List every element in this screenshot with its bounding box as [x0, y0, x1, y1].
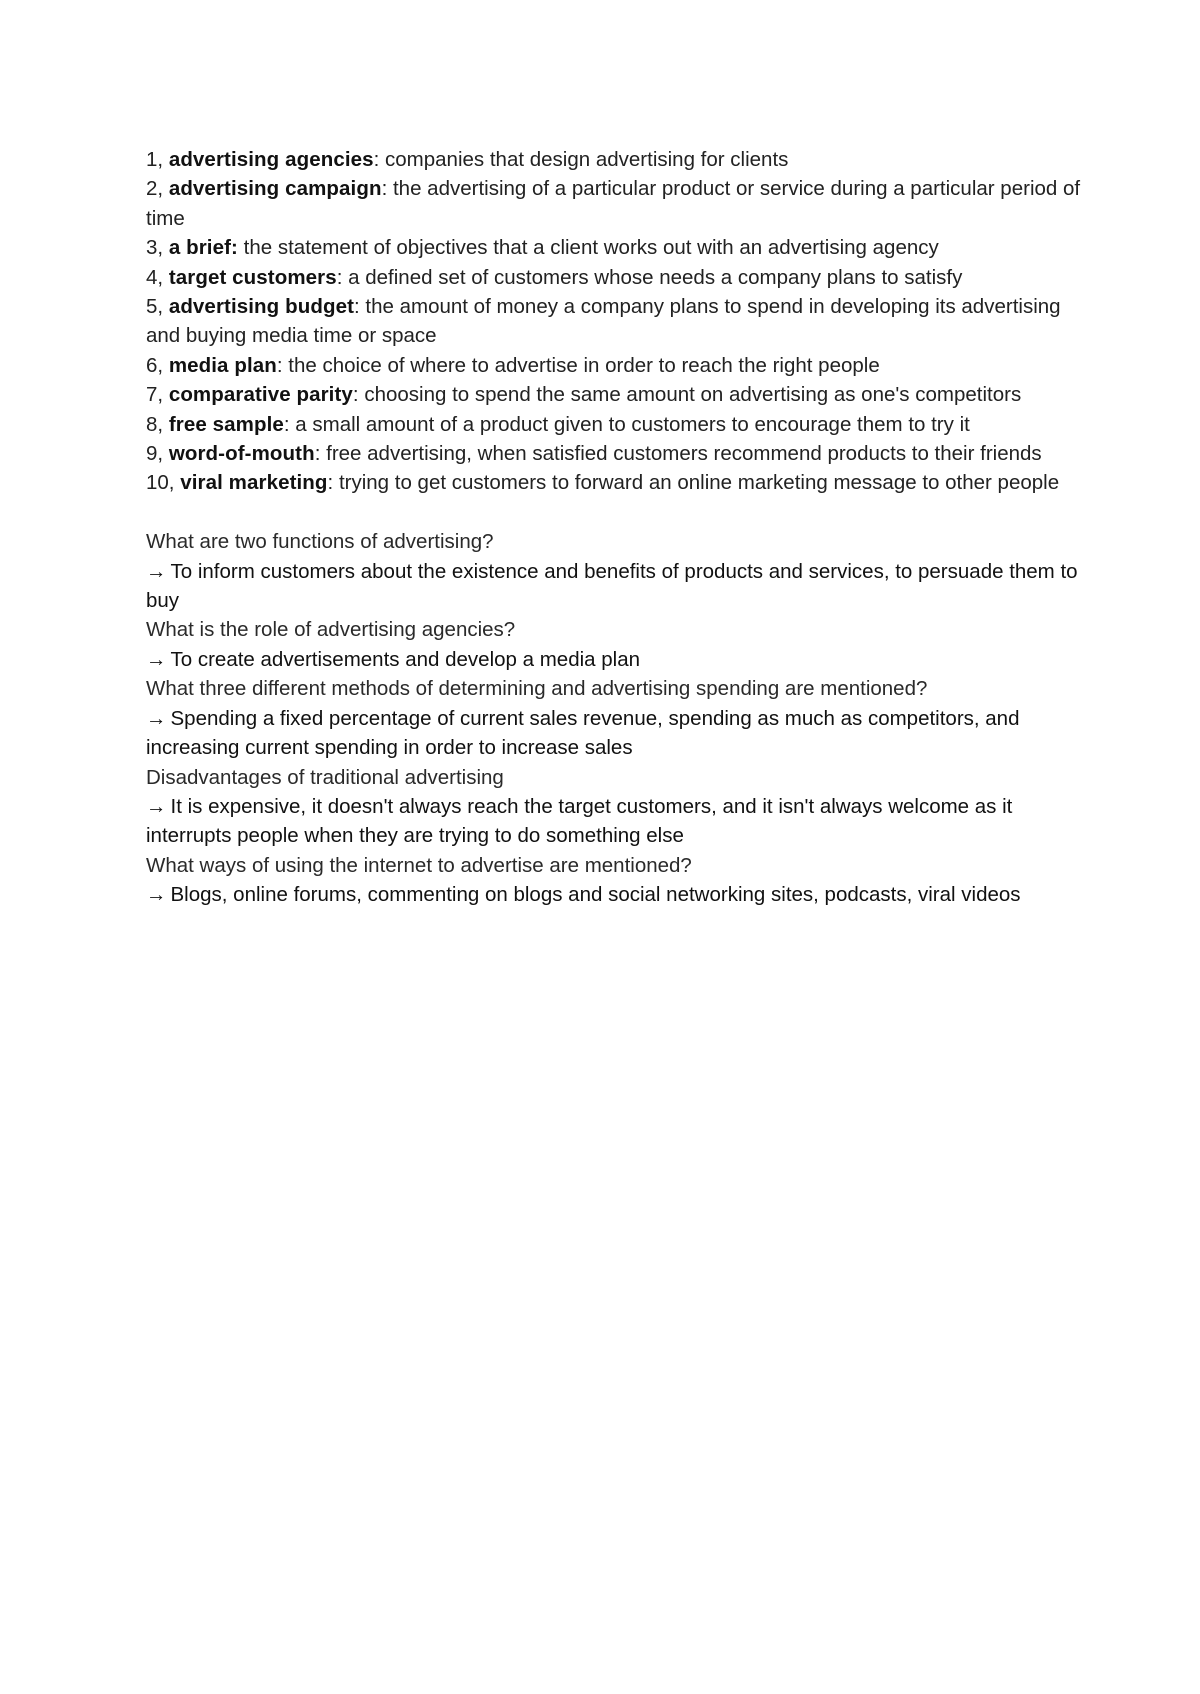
item-number: 2, [146, 177, 164, 201]
definition: the choice of where to advertise in order to reach the right people [282, 353, 880, 377]
separator: : [314, 442, 321, 466]
arrow-icon: → [146, 794, 167, 818]
definition: choosing to spend the same amount on advertising as one's competitors [358, 383, 1022, 407]
term: media plan [168, 353, 277, 377]
arrow-icon: → [146, 883, 167, 907]
vocabulary-item [146, 351, 1086, 380]
question: What three different methods of determining and advertising spending are mentioned? [146, 677, 928, 701]
answer-text: To create advertisements and develop a media plan [170, 647, 641, 671]
arrow-icon: → [146, 559, 167, 583]
item-number: 6, [146, 353, 164, 377]
separator: : [327, 471, 334, 495]
definition: a small amount of a product given to customers to encourage them to try it [289, 412, 970, 436]
definition: the amount of money a company plans to spend in developing its advertising and buying media time or space [146, 295, 1061, 348]
vocabulary-item [146, 233, 1086, 262]
separator: : [336, 265, 343, 289]
item-number: 9, [146, 442, 164, 466]
term: advertising budget [168, 295, 354, 319]
vocabulary-item [146, 145, 1086, 174]
term: free sample [168, 412, 284, 436]
separator: : [283, 412, 290, 436]
item-number: 8, [146, 412, 164, 436]
item-number: 4, [146, 265, 164, 289]
term: advertising campaign [168, 177, 382, 201]
blank-line [146, 498, 1086, 527]
item-number: 1, [146, 148, 164, 171]
answer [146, 792, 1086, 851]
definition: the advertising of a particular product or service during a particular period of time [146, 177, 1081, 230]
question: What are two functions of advertising? [146, 530, 494, 554]
item-number: 7, [146, 383, 164, 407]
answer [146, 645, 1086, 674]
vocabulary-item [146, 410, 1086, 439]
answer-text: Spending a fixed percentage of current sales revenue, spending as much as competitors, and increasing current spending in order to increase sales [146, 706, 1020, 760]
separator: : [354, 295, 360, 319]
question: Disadvantages of traditional advertising [146, 765, 504, 789]
answer [146, 880, 1086, 909]
answer [146, 704, 1086, 763]
definition: companies that design advertising for clients [379, 148, 789, 171]
arrow-icon: → [146, 647, 167, 671]
term: comparative parity [168, 383, 353, 407]
answer-text: It is expensive, it doesn't always reach the target customers, and it isn't always welcome as it interrupts people when they are trying to do something else [146, 794, 1013, 848]
vocabulary-item [146, 263, 1086, 292]
document-body [146, 145, 1086, 910]
vocabulary-item [146, 174, 1086, 233]
separator: : [276, 353, 283, 377]
term: target customers [168, 265, 337, 289]
item-number: 5, [146, 295, 164, 319]
arrow-icon: → [146, 706, 167, 730]
vocabulary-item [146, 292, 1086, 351]
definition: a defined set of customers whose needs a company plans to satisfy [342, 265, 963, 289]
definition: trying to get customers to forward an online marketing message to other people [333, 471, 1060, 495]
separator: : [373, 148, 380, 171]
separator: : [352, 383, 359, 407]
vocabulary-list [146, 145, 1086, 498]
answer [146, 557, 1086, 616]
answer-text: Blogs, online forums, commenting on blogs and social networking sites, podcasts, viral videos [170, 883, 1021, 907]
questions-section [146, 527, 1086, 909]
term: viral marketing [180, 471, 328, 495]
vocabulary-item [146, 380, 1086, 409]
item-number: 3, [146, 236, 164, 260]
question: What is the role of advertising agencies? [146, 618, 516, 642]
definition: the statement of objectives that a client works out with an advertising agency [237, 236, 939, 260]
term: word-of-mouth [168, 442, 315, 466]
item-number: 10, [146, 471, 175, 495]
vocabulary-item [146, 439, 1086, 468]
answer-text: To inform customers about the existence and benefits of products and services, to persuade them to buy [146, 559, 1078, 613]
vocabulary-item [146, 468, 1086, 497]
separator: : [381, 177, 388, 201]
definition: free advertising, when satisfied customers recommend products to their friends [320, 442, 1042, 466]
term: advertising agencies [168, 148, 374, 171]
term: a brief: [168, 236, 238, 260]
question: What ways of using the internet to advertise are mentioned? [146, 853, 692, 877]
